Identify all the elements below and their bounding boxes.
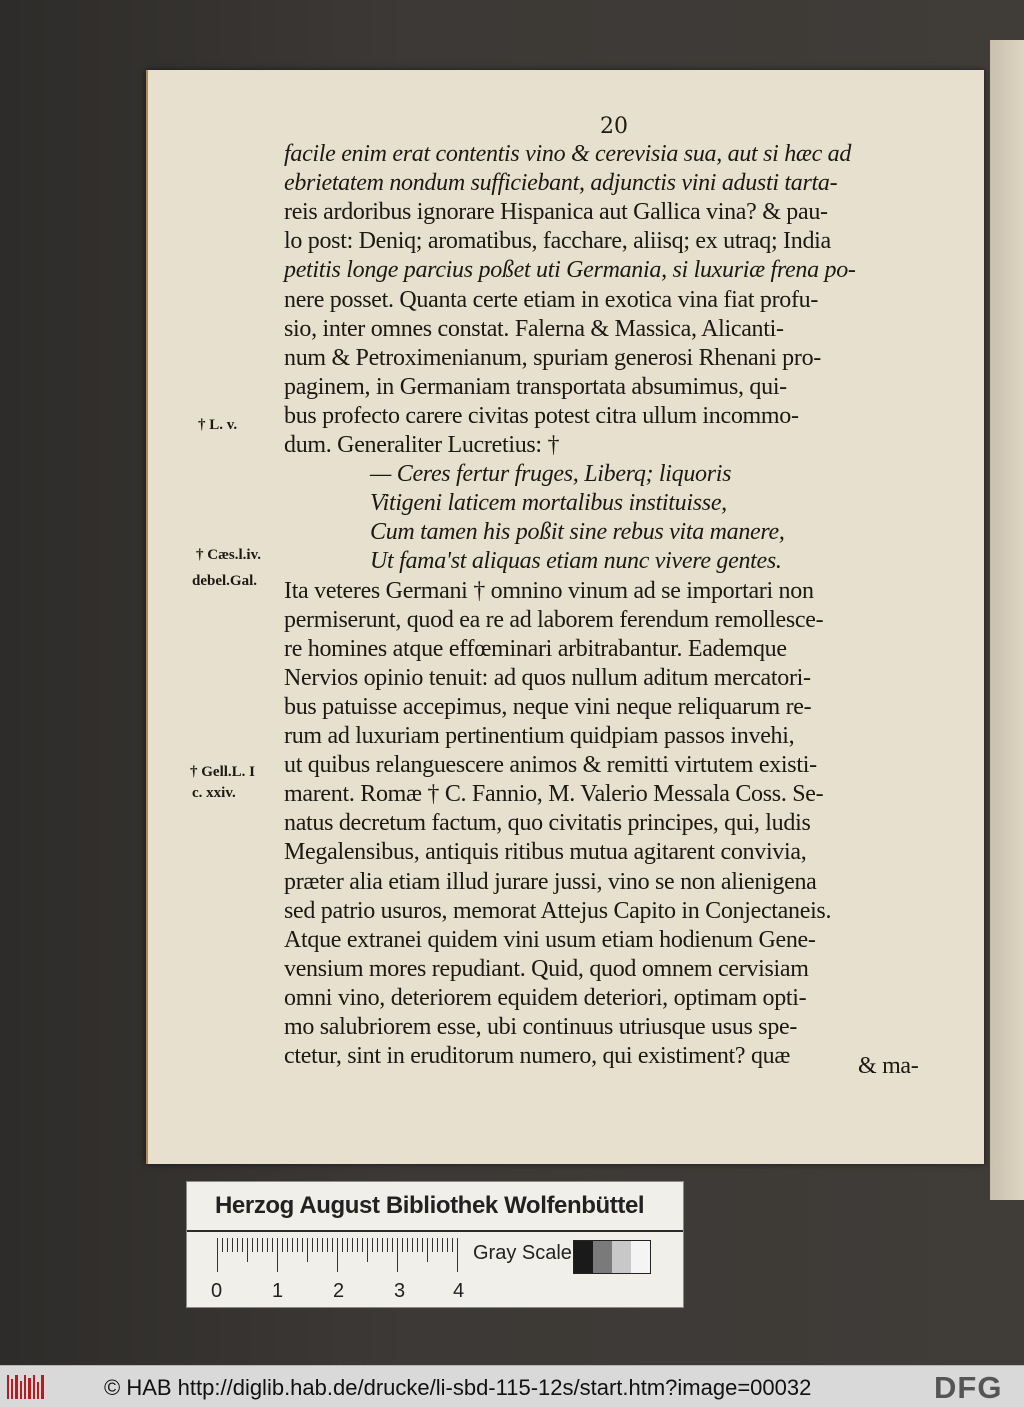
ruler-tick [397,1238,398,1272]
gray-scale-label: Gray Scale [473,1242,572,1264]
ruler-tick [422,1238,423,1252]
ruler-tick [357,1238,358,1252]
ruler-tick [217,1238,218,1272]
card-divider [187,1230,683,1232]
text-line: mo salubriorem esse, ubi continuus utriusque usus spe- [284,1014,798,1040]
text-line: petitis longe parcius poßet uti Germania, si luxuriæ frena po- [284,257,856,284]
catchword: & ma- [858,1053,919,1079]
ruler-number: 2 [333,1280,345,1302]
ruler-tick [377,1238,378,1252]
ruler-tick [247,1238,248,1262]
text-line: bus patuisse accepimus, neque vini neque reliquarum re- [284,693,812,720]
ruler-tick [287,1238,288,1252]
ruler-tick [432,1238,433,1252]
ruler-tick [317,1238,318,1252]
ruler-tick [367,1238,368,1262]
color-scale-card [186,1181,684,1308]
margin-note-gellius-chapter: c. xxiv. [192,785,236,801]
ruler-tick [272,1238,273,1252]
ruler-tick [262,1238,263,1252]
ruler-tick [337,1238,338,1272]
ruler-tick [232,1238,233,1252]
ruler-tick [257,1238,258,1252]
ruler-tick [387,1238,388,1252]
margin-note-lucretius: † L. v. [198,417,238,433]
ruler-number: 3 [394,1280,406,1302]
text-line: dum. Generaliter Lucretius: † [284,432,560,458]
ruler-tick [312,1238,313,1252]
ruler-tick [282,1238,283,1252]
gray-scale-swatch [573,1240,651,1274]
text-line: vensium mores repudiant. Quid, quod omnem cervisiam [284,955,809,982]
ruler-tick [417,1238,418,1252]
ruler-tick [347,1238,348,1252]
ruler-tick [242,1238,243,1252]
dfg-logo: DFG [934,1370,1003,1405]
ruler-tick [407,1238,408,1252]
ruler-tick [437,1238,438,1252]
text-line: omni vino, deteriorem equidem deteriori, optimam opti- [284,984,807,1011]
ruler-tick [292,1238,293,1252]
text-line: marent. Romæ † C. Fannio, M. Valerio Messala Coss. Se- [284,781,824,808]
library-name: Herzog August Bibliothek Wolfenbüttel [215,1192,645,1219]
text-line: ctetur, sint in eruditorum numero, qui existiment? quæ [284,1043,791,1070]
ruler-tick [307,1238,308,1262]
ruler-tick [237,1238,238,1252]
ruler-tick [447,1238,448,1252]
ruler-number: 1 [272,1280,284,1302]
margin-note-gellius: † Gell.L. I [190,764,256,780]
ruler-tick [302,1238,303,1252]
text-line: paginem, in Germaniam transportata absumimus, qui- [284,373,787,400]
ruler-tick [297,1238,298,1252]
ruler-tick [457,1238,458,1272]
text-line: Ita veteres Germani † omnino vinum ad se importari non [284,577,814,604]
text-line: bus profecto carere civitas potest citra ullum incommo- [284,402,799,429]
text-line: Ut fama'st aliquas etiam nunc vivere gentes. [370,548,782,575]
gray-swatch-cell [631,1241,650,1273]
source-url-text: © HAB http://diglib.hab.de/drucke/li-sbd-115-12s/start.htm?image=00032 [104,1375,812,1400]
facing-page-edge [990,40,1024,1200]
ruler-tick [227,1238,228,1252]
text-line: Vitigeni laticem mortalibus instituisse, [370,490,727,517]
gray-swatch-cell [612,1241,631,1273]
footer-bar [0,1365,1024,1407]
ruler-tick [392,1238,393,1252]
gray-swatch-cell [574,1241,593,1273]
hab-barcode-logo-icon [6,1373,46,1401]
ruler-tick [252,1238,253,1252]
text-line: permiserunt, quod ea re ad laborem ferendum remollesce- [284,606,824,633]
gray-swatch-cell [593,1241,612,1273]
text-line: lo post: Deniq; aromatibus, facchare, aliisq; ex utraq; India [284,228,831,255]
ruler-tick [342,1238,343,1252]
ruler [217,1238,462,1272]
text-line: num & Petroximenianum, spuriam generosi Rhenani pro- [284,344,821,371]
text-line: Megalensibus, antiquis ritibus mutua agitarent convivia, [284,839,807,866]
text-line: sed patrio usuros, memorat Attejus Capito in Conjectaneis. [284,897,832,924]
ruler-tick [412,1238,413,1252]
ruler-tick [222,1238,223,1252]
text-line: reis ardoribus ignorare Hispanica aut Gallica vina? & pau- [284,199,828,226]
text-line: Nervios opinio tenuit: ad quos nullum aditum mercatori- [284,664,811,691]
text-line: ebrietatem nondum sufficiebant, adjunctis vini adusti tarta- [284,170,838,197]
text-line: rum ad luxuriam pertinentium quidpiam passos invehi, [284,723,795,749]
margin-note-caesar: † Cæs.l.iv. [196,547,262,563]
ruler-tick [362,1238,363,1252]
ruler-tick [352,1238,353,1252]
text-line: ut quibus relanguescere animos & remitti virtutem existi- [284,752,817,779]
ruler-tick [452,1238,453,1252]
ruler-tick [322,1238,323,1252]
ruler-tick [332,1238,333,1252]
ruler-tick [327,1238,328,1252]
margin-note-caesar-work: debel.Gal. [192,573,258,589]
ruler-tick [382,1238,383,1252]
text-line: natus decretum factum, quo civitatis principes, qui, ludis [284,810,811,837]
ruler-tick [267,1238,268,1252]
text-line: — Ceres fertur fruges, Liberq; liquoris [370,461,732,488]
text-line: Atque extranei quidem vini usum etiam hodienum Gene- [284,926,816,953]
text-line: præter alia etiam illud jurare jussi, vino se non alienigena [284,868,817,895]
ruler-number: 0 [211,1280,223,1302]
text-line: Cum tamen his poßit sine rebus vita manere, [370,519,785,546]
ruler-tick [402,1238,403,1252]
ruler-tick [277,1238,278,1272]
page-number: 20 [600,114,628,139]
text-line: nere posset. Quanta certe etiam in exotica vina fiat profu- [284,286,819,313]
text-line: sio, inter omnes constat. Falerna & Massica, Alicanti- [284,315,784,342]
ruler-tick [427,1238,428,1262]
ruler-number: 4 [453,1280,465,1302]
text-line: re homines atque effœminari arbitrabantur. Eademque [284,635,787,662]
ruler-tick [372,1238,373,1252]
ruler-tick [442,1238,443,1252]
text-line: facile enim erat contentis vino & cerevisia sua, aut si hæc ad [284,141,852,167]
